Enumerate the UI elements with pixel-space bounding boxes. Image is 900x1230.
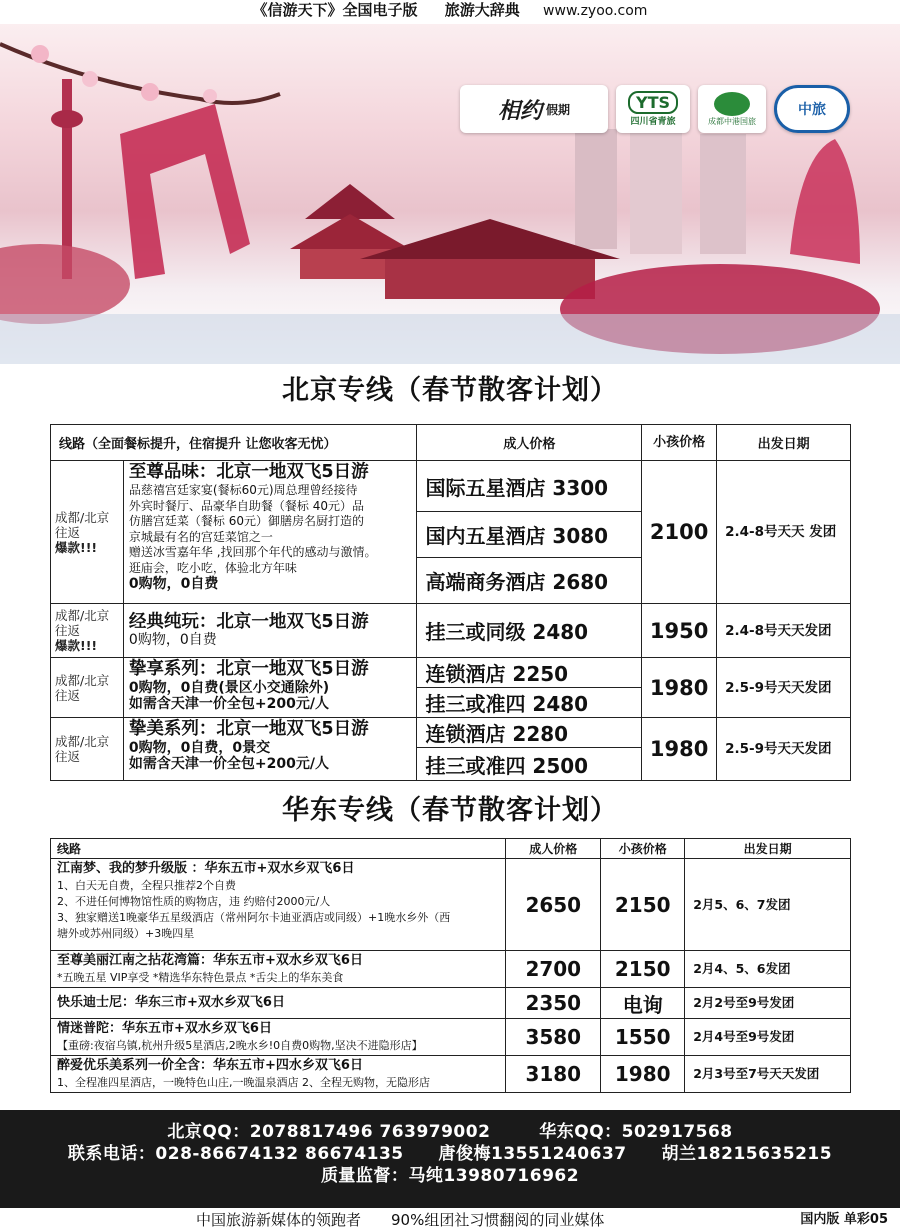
huadong-section-title: 华东专线（春节散客计划） [282, 795, 618, 826]
table-row [51, 718, 851, 748]
child-price: 2150 [601, 951, 685, 988]
adult-price: 2700 [506, 951, 601, 988]
header-route: 线路（全面餐标提升，住宿提升 让您收客无忧） [51, 425, 417, 461]
header-route: 线路 [51, 839, 506, 859]
river-reflection [0, 314, 900, 364]
beijing-qq-label: 北京QQ： [167, 1122, 250, 1142]
departure-date: 2.5-9号天天发团 [717, 658, 851, 718]
tour-line: 京城最有名的宫廷菜馆之一 [128, 529, 273, 544]
beijing-skyline-banner [0, 24, 900, 364]
slogan-2: 90%组团社习惯翻阅的同业媒体 [391, 1211, 605, 1229]
huadong-qq-label: 华东QQ： [539, 1122, 622, 1142]
huadong-table-header [51, 839, 851, 859]
blossom-1 [31, 45, 49, 63]
supervise-contact[interactable]: 马纯13980716962 [408, 1166, 580, 1186]
tour-line: *五晚五星 VIP享受 *精选华东特色景点 *舌尖上的华东美食 [57, 971, 344, 984]
departure-date: 2月4号至9号发团 [685, 1019, 851, 1056]
child-price: 2150 [601, 859, 685, 951]
beijing-price-table [50, 424, 851, 781]
beijing-table-header [51, 425, 851, 461]
tour-title: 挚美系列：北京一地双飞5日游 [128, 719, 369, 739]
tour-title: 经典纯玩：北京一地双飞5日游 [128, 612, 369, 633]
route-cell [51, 604, 124, 658]
zhonglv-logo-text: 中旅 [798, 102, 826, 118]
supervise-row [0, 1165, 900, 1187]
child-price: 1550 [601, 1019, 685, 1056]
route-cell [51, 461, 124, 604]
site-url[interactable]: www.zyoo.com [543, 3, 648, 19]
adult-price: 连锁酒店 2250 [417, 658, 642, 688]
header-child: 小孩价格 [642, 425, 717, 461]
beijing-section-title: 北京专线（春节散客计划） [282, 375, 618, 406]
beijing-qq[interactable]: 2078817496 763979002 [249, 1122, 491, 1142]
departure-date: 2.5-9号天天发团 [717, 718, 851, 781]
tour-description [51, 988, 506, 1019]
tour-line: 【重磅:夜宿乌镇,杭州升级5星酒店,2晚水乡!0自费0购物,坚决不进隐形店】 [57, 1039, 423, 1052]
adult-price: 3580 [506, 1019, 601, 1056]
tour-description [51, 859, 506, 951]
adult-price: 连锁酒店 2280 [417, 718, 642, 748]
huadong-price-table [50, 838, 851, 1093]
route-text: 成都/北京往返 [55, 509, 110, 540]
tour-description [123, 604, 417, 658]
child-price: 1950 [642, 604, 717, 658]
adult-price: 挂三或同级 2480 [417, 604, 642, 658]
adult-price: 3180 [506, 1056, 601, 1093]
tour-line-bold: 0购物，0自费(景区小交通除外) [128, 680, 330, 696]
tour-title: 至尊品味：北京一地双飞5日游 [128, 462, 369, 482]
header-child: 小孩价格 [601, 839, 685, 859]
tour-line-bold: 0购物，0自费 [128, 576, 219, 592]
adult-price: 挂三或准四 2500 [417, 748, 642, 781]
magazine-title: 《信游天下》全国电子版 [252, 1, 418, 19]
zhonggang-logo-text: 成都中港国旅 [708, 116, 756, 126]
tour-line-bold: 如需含天津一价全包+200元/人 [128, 756, 329, 772]
departure-date: 2月5、6、7发团 [685, 859, 851, 951]
departure-date: 2月2号至9号发团 [685, 988, 851, 1019]
tour-title: 快乐迪士尼：华东三市+双水乡双飞6日 [57, 995, 285, 1010]
header-adult: 成人价格 [506, 839, 601, 859]
sichuan-logo-text: 四川省青旅 [630, 117, 676, 127]
supervise-label: 质量监督： [320, 1166, 409, 1186]
header-date: 出发日期 [685, 839, 851, 859]
phone-row [0, 1143, 900, 1165]
hot-tag: 爆款!!! [55, 638, 98, 653]
route-cell: 成都/北京往返 [51, 658, 124, 718]
temple-roof-top [305, 184, 395, 219]
departure-date: 2.4-8号天天发团 [717, 604, 851, 658]
tower-2 [630, 119, 682, 254]
tour-line: 0购物，0自费 [128, 632, 217, 649]
tour-line: 外宾时餐厅、品豪华自助餐（餐标 40元）品 [128, 498, 365, 513]
curved-tower [790, 139, 860, 264]
xiangyue-logo [460, 85, 608, 133]
blossom-2 [82, 71, 98, 87]
qq-row [0, 1121, 900, 1143]
top-header [0, 0, 900, 22]
tour-title: 醉爱优乐美系列一价全含：华东五市+四水乡双飞6日 [57, 1058, 363, 1073]
tour-line: 仿膳宫廷菜（餐标 60元）御膳房名厨打造的 [128, 514, 365, 528]
tour-line-bold: 0购物，0自费，0景交 [128, 740, 271, 756]
contact-bar [0, 1110, 900, 1208]
adult-price: 2650 [506, 859, 601, 951]
tour-line: 塘外或苏州同级）+3晚四星 [57, 927, 195, 940]
footer-slogan [196, 1210, 604, 1230]
tour-title: 挚享系列：北京一地双飞5日游 [128, 659, 369, 679]
departure-date: 2月4、5、6发团 [685, 951, 851, 988]
table-row [51, 604, 851, 658]
edition-label: 国内版 单彩05 [800, 1212, 888, 1227]
contact-person-1[interactable]: 唐俊梅13551240637 [438, 1144, 627, 1164]
tour-description [51, 1056, 506, 1093]
child-price: 1980 [642, 658, 717, 718]
adult-price: 2350 [506, 988, 601, 1019]
hot-tag: 爆款!!! [55, 539, 98, 555]
departure-date: 2.4-8号天天 发团 [717, 461, 851, 604]
cctv-building [120, 104, 250, 279]
tour-line: 2、不进任何博物馆性质的购物店，违 约赔付2000元/人 [57, 895, 331, 908]
dictionary-title: 旅游大辞典 [444, 1, 520, 19]
palace-body [385, 259, 595, 299]
tour-description [123, 658, 417, 718]
table-row [51, 988, 851, 1019]
phone-label: 联系电话： [67, 1144, 156, 1164]
slogan-1: 中国旅游新媒体的领跑者 [196, 1211, 362, 1229]
zhonggang-logo [698, 85, 766, 133]
departure-date: 2月3号至7号天天发团 [685, 1056, 851, 1093]
tv-tower-sphere [51, 110, 83, 128]
sponsor-logos [460, 82, 850, 136]
tour-title: 至尊美丽江南之拈花湾篇：华东五市+双水乡双飞6日 [57, 953, 363, 968]
phone-numbers[interactable]: 028-86674132 86674135 [155, 1144, 404, 1164]
table-row [51, 1056, 851, 1093]
tour-description [51, 1019, 506, 1056]
child-price: 电询 [601, 988, 685, 1019]
header-adult: 成人价格 [417, 425, 642, 461]
adult-price: 高端商务酒店 2680 [417, 558, 642, 604]
table-row [51, 951, 851, 988]
tour-line: 品慈禧宫廷家宴(餐标60元)周总理曾经接待 [128, 483, 358, 497]
route-cell: 成都/北京往返 [51, 718, 124, 781]
temple-roof-mid [290, 214, 410, 249]
tour-line: 逛庙会，吃小吃，体验北方年味 [128, 560, 297, 575]
tour-line: 赠送冰雪嘉年华 ,找回那个年代的感动与激情。 [128, 545, 377, 559]
blossom-4 [203, 89, 217, 103]
tour-line: 1、白天无自费，全程只推荐2个自费 [57, 879, 236, 892]
tour-description [123, 461, 417, 604]
zhonggang-logo-mark-icon [714, 92, 750, 116]
blossom-3 [141, 83, 159, 101]
adult-price: 国内五星酒店 3080 [417, 512, 642, 558]
tour-title: 江南梦、我的梦升级版 ：华东五市+双水乡双飞6日 [57, 861, 355, 876]
adult-price: 挂三或准四 2480 [417, 688, 642, 718]
xiangyue-logo-text: 相约 [497, 98, 542, 124]
tour-line: 3、独家赠送1晚豪华五星级酒店（常州阿尔卡迪亚酒店或同级）+1晚水乡外（西 [57, 911, 451, 924]
tour-title: 情迷普陀：华东五市+双水乡双飞6日 [57, 1021, 272, 1036]
header-date: 出发日期 [717, 425, 851, 461]
sichuan-logo-mark: YTS [628, 91, 678, 114]
child-price: 1980 [601, 1056, 685, 1093]
tour-line: 1、全程准四星酒店，一晚特色山庄,一晚温泉酒店 2、全程无购物，无隐形店 [57, 1076, 430, 1089]
skyline-illustration [0, 24, 900, 364]
table-row [51, 1019, 851, 1056]
page-footer [0, 1210, 900, 1230]
zhonglv-logo [774, 85, 850, 133]
route-text: 成都/北京往返 [55, 608, 110, 638]
xiangyue-logo-sub: 假期 [546, 102, 571, 117]
tour-description [123, 718, 417, 781]
contact-person-2[interactable]: 胡兰18215635215 [661, 1144, 833, 1164]
table-row [51, 859, 851, 951]
tour-description [51, 951, 506, 988]
tower-1 [575, 129, 617, 249]
table-row [51, 461, 851, 512]
child-price: 2100 [642, 461, 717, 604]
sichuan-cyts-logo [616, 85, 690, 133]
child-price: 1980 [642, 718, 717, 781]
tour-line-bold: 如需含天津一价全包+200元/人 [128, 696, 329, 712]
birds-nest-stadium [0, 244, 130, 324]
adult-price: 国际五星酒店 3300 [417, 461, 642, 512]
table-row [51, 658, 851, 688]
huadong-qq[interactable]: 502917568 [621, 1122, 733, 1142]
tower-3 [700, 134, 746, 254]
